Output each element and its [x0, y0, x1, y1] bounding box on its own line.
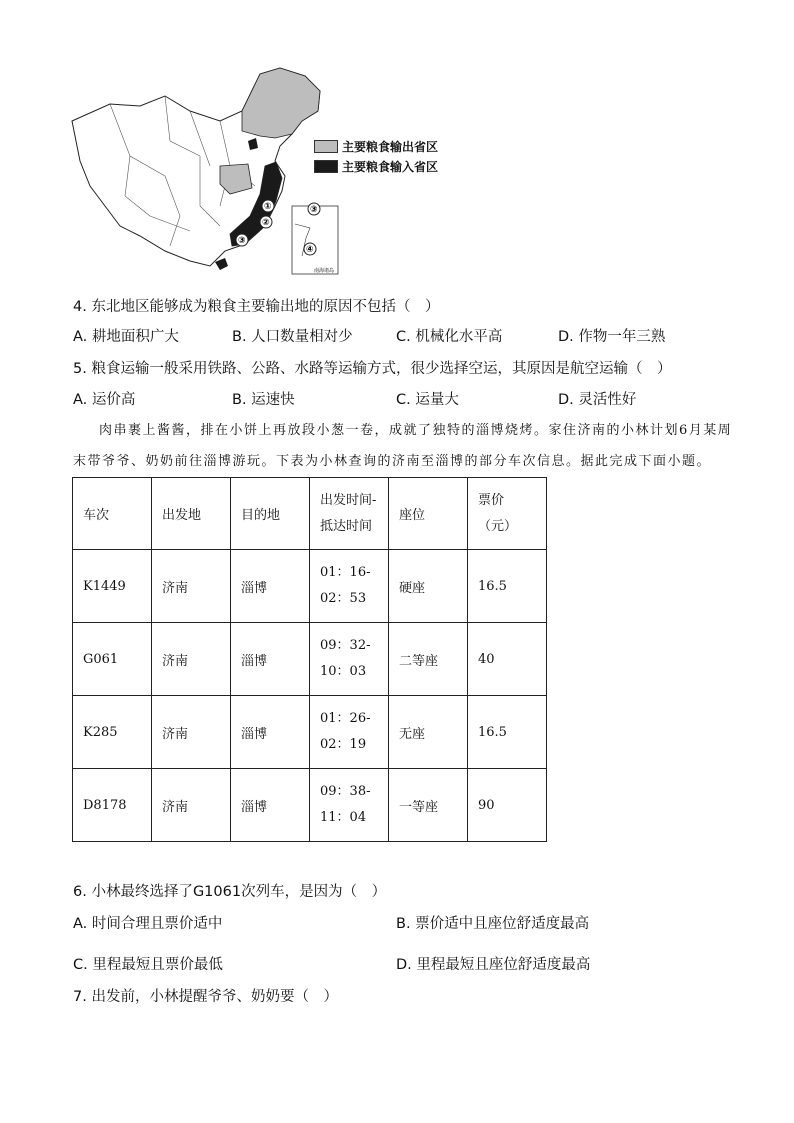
cell-from: 济南 — [152, 623, 231, 696]
cell-price: 40 — [468, 623, 547, 696]
cell-time — [310, 696, 389, 769]
cell-train: G061 — [73, 623, 152, 696]
q6-option-d[interactable]: D. 里程最短且座位舒适度最高 — [396, 957, 591, 973]
q5-option-d[interactable]: D. 灵活性好 — [558, 392, 637, 408]
cell-depart: 01：26- — [320, 711, 371, 726]
cell-price: 16.5 — [468, 696, 547, 769]
table-row — [73, 769, 547, 842]
legend-import — [314, 156, 438, 176]
marker-1: ① — [264, 202, 272, 212]
inset-frame — [292, 206, 338, 274]
header-from: 出发地 — [152, 478, 231, 550]
cell-seat: 一等座 — [389, 769, 468, 842]
inset-caption: 南海诸岛 — [314, 268, 335, 274]
header-price — [468, 478, 547, 550]
header-time-l1: 出发时间- — [320, 492, 377, 508]
legend-import-swatch — [314, 160, 338, 173]
table-header-row — [73, 478, 547, 550]
cell-to: 淄博 — [231, 550, 310, 623]
q7-stem: 7. 出发前，小林提醒爷爷、奶奶要（ ） — [73, 989, 338, 1005]
hainan-import — [215, 258, 228, 270]
header-to: 目的地 — [231, 478, 310, 550]
q5-option-c[interactable]: C. 运量大 — [396, 392, 459, 408]
q4-stem: 4. 东北地区能够成为粮食主要输出地的原因不包括（ ） — [73, 299, 440, 315]
cell-from: 济南 — [152, 550, 231, 623]
legend-import-label: 主要粮食输入省区 — [342, 159, 439, 174]
table-row — [73, 550, 547, 623]
q6-option-c[interactable]: C. 里程最短且票价最低 — [73, 957, 223, 973]
table-row — [73, 623, 547, 696]
cell-arrive: 10：03 — [320, 664, 367, 679]
cell-arrive: 02：53 — [320, 591, 367, 606]
cell-seat: 二等座 — [389, 623, 468, 696]
cell-seat: 硬座 — [389, 550, 468, 623]
cell-depart: 01：16- — [320, 565, 371, 580]
header-seat: 座位 — [389, 478, 468, 550]
northeast-export-region — [242, 68, 320, 138]
legend-export-label: 主要粮食输出省区 — [342, 139, 439, 154]
legend-export-swatch — [314, 140, 338, 153]
map-legend — [314, 136, 438, 176]
q4-option-d[interactable]: D. 作物一年三熟 — [558, 329, 666, 345]
q4-option-c[interactable]: C. 机械化水平高 — [396, 329, 503, 345]
cell-to: 淄博 — [231, 769, 310, 842]
train-table — [72, 477, 547, 842]
header-price-l1: 票价 — [478, 492, 505, 508]
q5-option-a[interactable]: A. 运价高 — [73, 392, 136, 408]
header-price-l2: （元） — [478, 518, 518, 534]
header-time-l2: 抵达时间 — [320, 518, 373, 534]
q4-option-b[interactable]: B. 人口数量相对少 — [232, 329, 353, 345]
cell-train: K285 — [73, 696, 152, 769]
cell-time — [310, 623, 389, 696]
cell-depart: 09：32- — [320, 638, 371, 653]
q6-option-a[interactable]: A. 时间合理且票价适中 — [73, 916, 223, 932]
cell-from: 济南 — [152, 769, 231, 842]
cell-train: K1449 — [73, 550, 152, 623]
inset-marker-4: ④ — [306, 245, 314, 255]
header-time — [310, 478, 389, 550]
cell-time — [310, 550, 389, 623]
inset-marker-3: ③ — [310, 205, 318, 215]
cell-train: D8178 — [73, 769, 152, 842]
marker-2: ② — [262, 218, 270, 228]
cell-to: 淄博 — [231, 696, 310, 769]
passage-line-2: 末带爷爷、奶奶前往淄博游玩。下表为小林查询的济南至淄博的部分车次信息。据此完成下面小题。 — [73, 454, 712, 469]
legend-export — [314, 136, 438, 156]
cell-price: 16.5 — [468, 550, 547, 623]
cell-from: 济南 — [152, 696, 231, 769]
q6-option-b[interactable]: B. 票价适中且座位舒适度最高 — [396, 916, 590, 932]
passage-line-1: 肉串裹上酱酱，排在小饼上再放段小葱一卷，成就了独特的淄博烧烤。家住济南的小林计划6月某周 — [99, 423, 733, 438]
cell-price: 90 — [468, 769, 547, 842]
cell-arrive: 11：04 — [320, 810, 367, 825]
cell-time — [310, 769, 389, 842]
q4-option-a[interactable]: A. 耕地面积广大 — [73, 329, 179, 345]
cell-to: 淄博 — [231, 623, 310, 696]
header-train: 车次 — [73, 478, 152, 550]
cell-seat: 无座 — [389, 696, 468, 769]
q5-stem: 5. 粮食运输一般采用铁路、公路、水路等运输方式，很少选择空运，其原因是航空运输（ ） — [73, 361, 672, 377]
q6-stem: 6. 小林最终选择了G1061次列车，是因为（ ） — [73, 884, 387, 900]
marker-3: ③ — [238, 236, 246, 246]
q5-option-b[interactable]: B. 运速快 — [232, 392, 295, 408]
cell-depart: 09：38- — [320, 784, 371, 799]
table-row — [73, 696, 547, 769]
cell-arrive: 02：19 — [320, 737, 367, 752]
